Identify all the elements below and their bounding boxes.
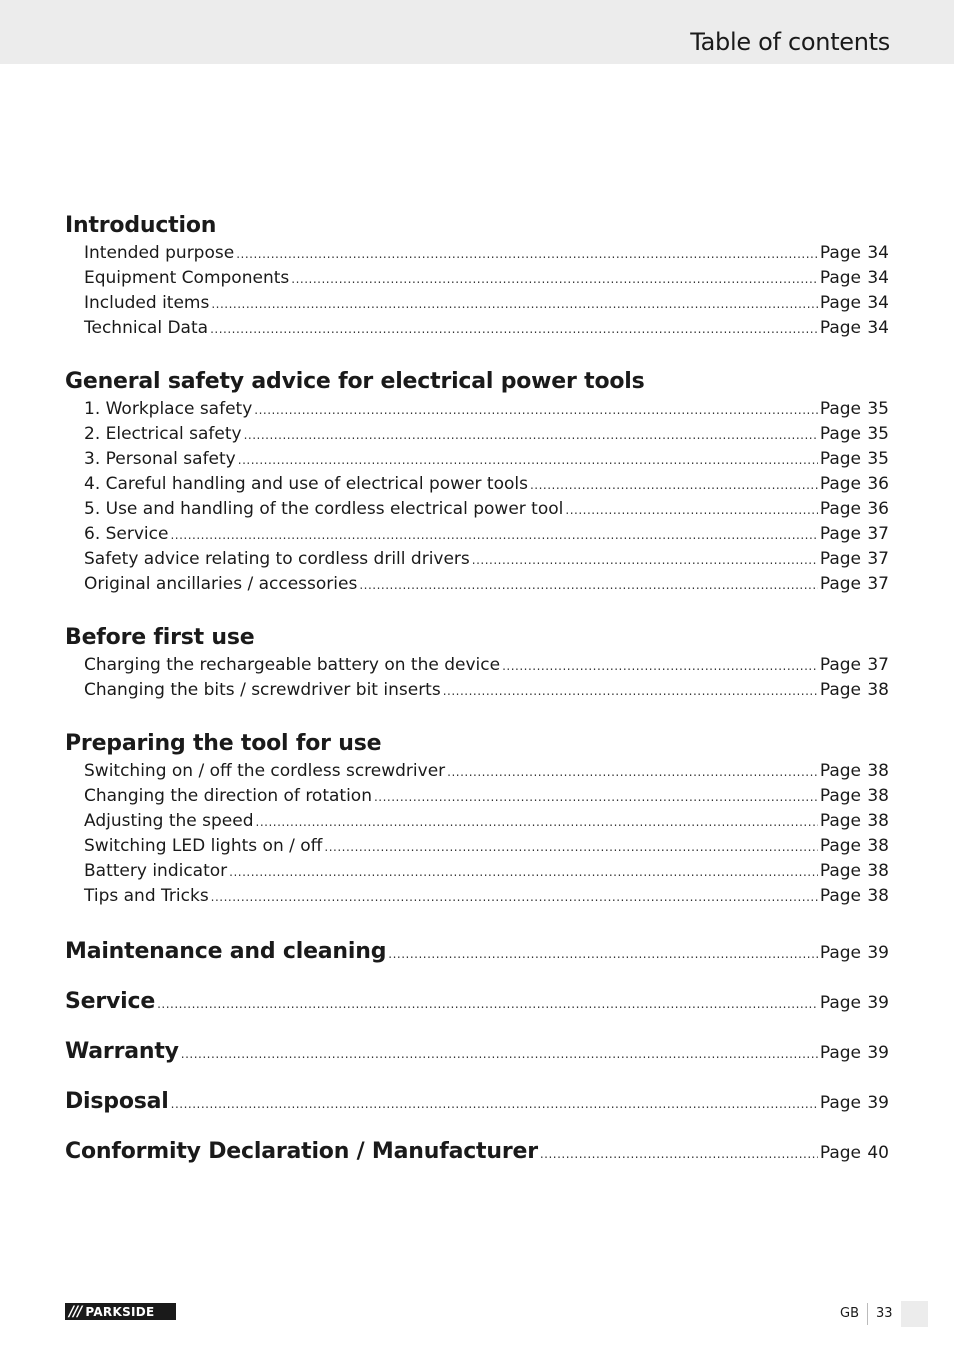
dot-leader [447,760,818,785]
dot-leader [211,885,818,910]
dot-leader [236,242,818,267]
dot-leader [388,929,818,979]
toc-major-entry[interactable] [65,1127,889,1177]
section-heading: Before first use [65,625,255,650]
toc-entry[interactable] [65,572,889,597]
entry-label: 1. Workplace safety [84,399,253,419]
page-number: 33 [876,1306,893,1321]
toc-entry[interactable] [65,678,889,703]
dot-leader [254,398,818,423]
dot-leader [359,573,818,598]
toc-entry[interactable] [65,397,889,422]
toc-entry[interactable] [65,497,889,522]
entry-page: Page 37 [819,655,889,675]
dot-leader [291,267,818,292]
entry-label: Technical Data [84,318,209,338]
entry-label: 5. Use and handling of the cordless electrical power tool [84,499,564,519]
entry-label: Charging the rechargeable battery on the device [84,655,501,675]
toc-entry[interactable] [65,472,889,497]
dot-leader [170,523,817,548]
entry-page: Page 36 [819,474,889,494]
section-heading: Preparing the tool for use [65,731,382,756]
entry-label: Adjusting the speed [84,811,254,831]
dot-leader [472,548,818,573]
footer-tab-box [901,1301,928,1327]
entry-page: Page 40 [819,1143,889,1163]
entry-page: Page 39 [819,993,889,1013]
toc-major-entry[interactable] [65,927,889,977]
major-entry-label: Warranty [65,1039,179,1064]
entry-label: 3. Personal safety [84,449,236,469]
toc-major-entry[interactable] [65,1077,889,1127]
entry-page: Page 35 [819,399,889,419]
entry-label: Changing the direction of rotation [84,786,372,806]
entry-page: Page 35 [819,449,889,469]
dot-leader [502,654,818,679]
entry-page: Page 37 [819,524,889,544]
toc-entry[interactable] [65,241,889,266]
entry-page: Page 34 [819,268,889,288]
dot-leader [256,810,818,835]
entry-label: 2. Electrical safety [84,424,242,444]
toc-entry[interactable] [65,834,889,859]
dot-leader [565,498,817,523]
dot-leader [229,860,818,885]
entry-page: Page 38 [819,680,889,700]
page-title: Table of contents [690,28,890,56]
dot-leader [157,979,818,1029]
entry-page: Page 38 [819,811,889,831]
toc-major-entries [65,927,889,1177]
logo-slashes: /// [69,1303,82,1320]
toc-entry[interactable] [65,522,889,547]
toc-entry[interactable] [65,422,889,447]
dot-leader [238,448,818,473]
entry-page: Page 36 [819,499,889,519]
toc-entry[interactable] [65,884,889,909]
entry-label: Equipment Components [84,268,290,288]
entry-label: 6. Service [84,524,169,544]
toc-entry[interactable] [65,266,889,291]
entry-page: Page 38 [819,761,889,781]
entry-label: Tips and Tricks [84,886,209,906]
dot-leader [540,1129,818,1179]
major-entry-label: Disposal [65,1089,169,1114]
toc-section-safety [65,367,889,597]
entry-label: Original ancillaries / accessories [84,574,358,594]
entry-page: Page 38 [819,886,889,906]
entry-page: Page 38 [819,836,889,856]
entry-page: Page 34 [819,293,889,313]
toc-entry[interactable] [65,809,889,834]
toc-major-entry[interactable] [65,1027,889,1077]
major-entry-label: Maintenance and cleaning [65,939,387,964]
toc-entry[interactable] [65,316,889,341]
entry-label: Changing the bits / screwdriver bit inserts [84,680,441,700]
dot-leader [171,1079,818,1129]
entry-page: Page 35 [819,424,889,444]
entry-label: 4. Careful handling and use of electrical power tools [84,474,528,494]
dot-leader [181,1029,818,1079]
entry-label: Intended purpose [84,243,235,263]
dot-leader [374,785,818,810]
toc-section-before-first-use [65,623,889,703]
entry-page: Page 39 [819,943,889,963]
dot-leader [210,317,818,342]
dot-leader [211,292,818,317]
dot-leader [324,835,817,860]
dot-leader [530,473,818,498]
entry-label: Switching on / off the cordless screwdriver [84,761,446,781]
toc-entry[interactable] [65,653,889,678]
dot-leader [244,423,818,448]
entry-label: Battery indicator [84,861,228,881]
language-code: GB [840,1306,859,1321]
entry-page: Page 38 [819,786,889,806]
entry-page: Page 38 [819,861,889,881]
entry-label: Switching LED lights on / off [84,836,323,856]
toc-entry[interactable] [65,547,889,572]
toc-entry[interactable] [65,291,889,316]
toc-entry[interactable] [65,784,889,809]
parkside-logo [65,1303,176,1320]
entry-label: Safety advice relating to cordless drill drivers [84,549,470,569]
toc-section-preparing [65,729,889,909]
entry-page: Page 39 [819,1093,889,1113]
entry-page: Page 39 [819,1043,889,1063]
logo-brand: PARKSIDE [85,1304,155,1319]
major-entry-label: Service [65,989,156,1014]
toc-entry[interactable] [65,447,889,472]
toc-section-introduction [65,211,889,341]
entry-page: Page 37 [819,574,889,594]
entry-page: Page 37 [819,549,889,569]
toc-major-entry[interactable] [65,977,889,1027]
entry-label: Included items [84,293,210,313]
section-heading: Introduction [65,213,217,238]
dot-leader [443,679,818,704]
entry-page: Page 34 [819,243,889,263]
entry-page: Page 34 [819,318,889,338]
toc-entry[interactable] [65,759,889,784]
footer-divider [867,1303,868,1325]
major-entry-label: Conformity Declaration / Manufacturer [65,1139,538,1164]
section-heading: General safety advice for electrical power tools [65,369,645,394]
table-of-contents [65,211,889,1177]
toc-entry[interactable] [65,859,889,884]
